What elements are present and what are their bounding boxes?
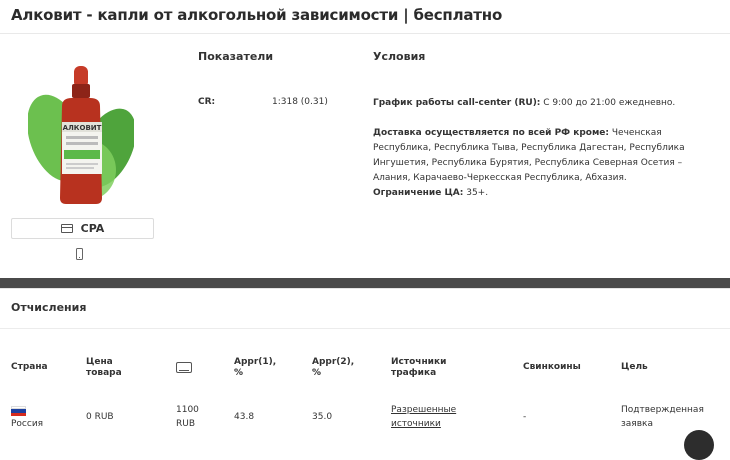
delivery-conditions — [373, 126, 708, 201]
scroll-to-top-button[interactable] — [684, 430, 714, 460]
row-appr2: 35.0 — [312, 412, 333, 422]
allowed-sources-link[interactable]: Разрешенные источники — [391, 405, 457, 429]
row-price: 0 RUB — [86, 412, 114, 422]
credit-card-icon — [61, 224, 73, 233]
cpa-badge — [11, 218, 154, 239]
section-separator — [0, 278, 730, 288]
row-payout: 1100 RUB — [176, 405, 199, 429]
col-goal: Цель — [621, 362, 648, 372]
col-price: Цена товара — [86, 357, 122, 378]
cr-label: CR: — [198, 97, 216, 107]
col-sources: Источники трафика — [391, 357, 447, 378]
row-sources — [391, 403, 471, 431]
delivery-value: Чеченская Республика, Республика Тыва, Республика Дагестан, Республика Ингушетия, Республика Бурятия, Республика Северная Осетия – Алания, Карачаево-Черкесская Республика, Абхазия. — [373, 128, 685, 183]
divider — [0, 33, 730, 34]
col-appr1: Appr(1), % — [234, 357, 277, 378]
page-title: Алковит - капли от алкогольной зависимости | бесплатно — [11, 6, 503, 24]
cr-value: 1:318 (0.31) — [272, 97, 328, 107]
callcenter-schedule — [373, 96, 708, 111]
row-country: Россия — [11, 419, 44, 429]
conditions-heading: Условия — [373, 50, 426, 63]
desktop-icon — [176, 362, 192, 373]
product-image — [28, 60, 134, 208]
row-goal: Подтвержденная заявка — [621, 405, 704, 429]
col-appr2: Appr(2), % — [312, 357, 355, 378]
callcenter-value: С 9:00 до 21:00 ежедневно. — [540, 98, 676, 108]
col-country: Страна — [11, 362, 48, 372]
cpa-label: CPA — [80, 222, 105, 235]
row-appr1: 43.8 — [234, 412, 255, 422]
mobile-phone-icon — [76, 248, 83, 260]
russia-flag-icon — [11, 406, 26, 416]
callcenter-label: График работы call-center (RU): — [373, 98, 541, 108]
delivery-label: Доставка осуществляется по всей РФ кроме: — [373, 128, 610, 138]
divider — [0, 328, 730, 329]
indicators-heading: Показатели — [198, 50, 274, 63]
audience-value: 35+. — [463, 188, 489, 198]
col-swincoins: Свинкоины — [523, 362, 581, 372]
audience-label: Ограничение ЦА: — [373, 188, 464, 198]
row-swincoins: - — [523, 412, 527, 422]
bottle-label: АЛКОВИТ — [62, 124, 102, 132]
payouts-title: Отчисления — [11, 301, 87, 314]
